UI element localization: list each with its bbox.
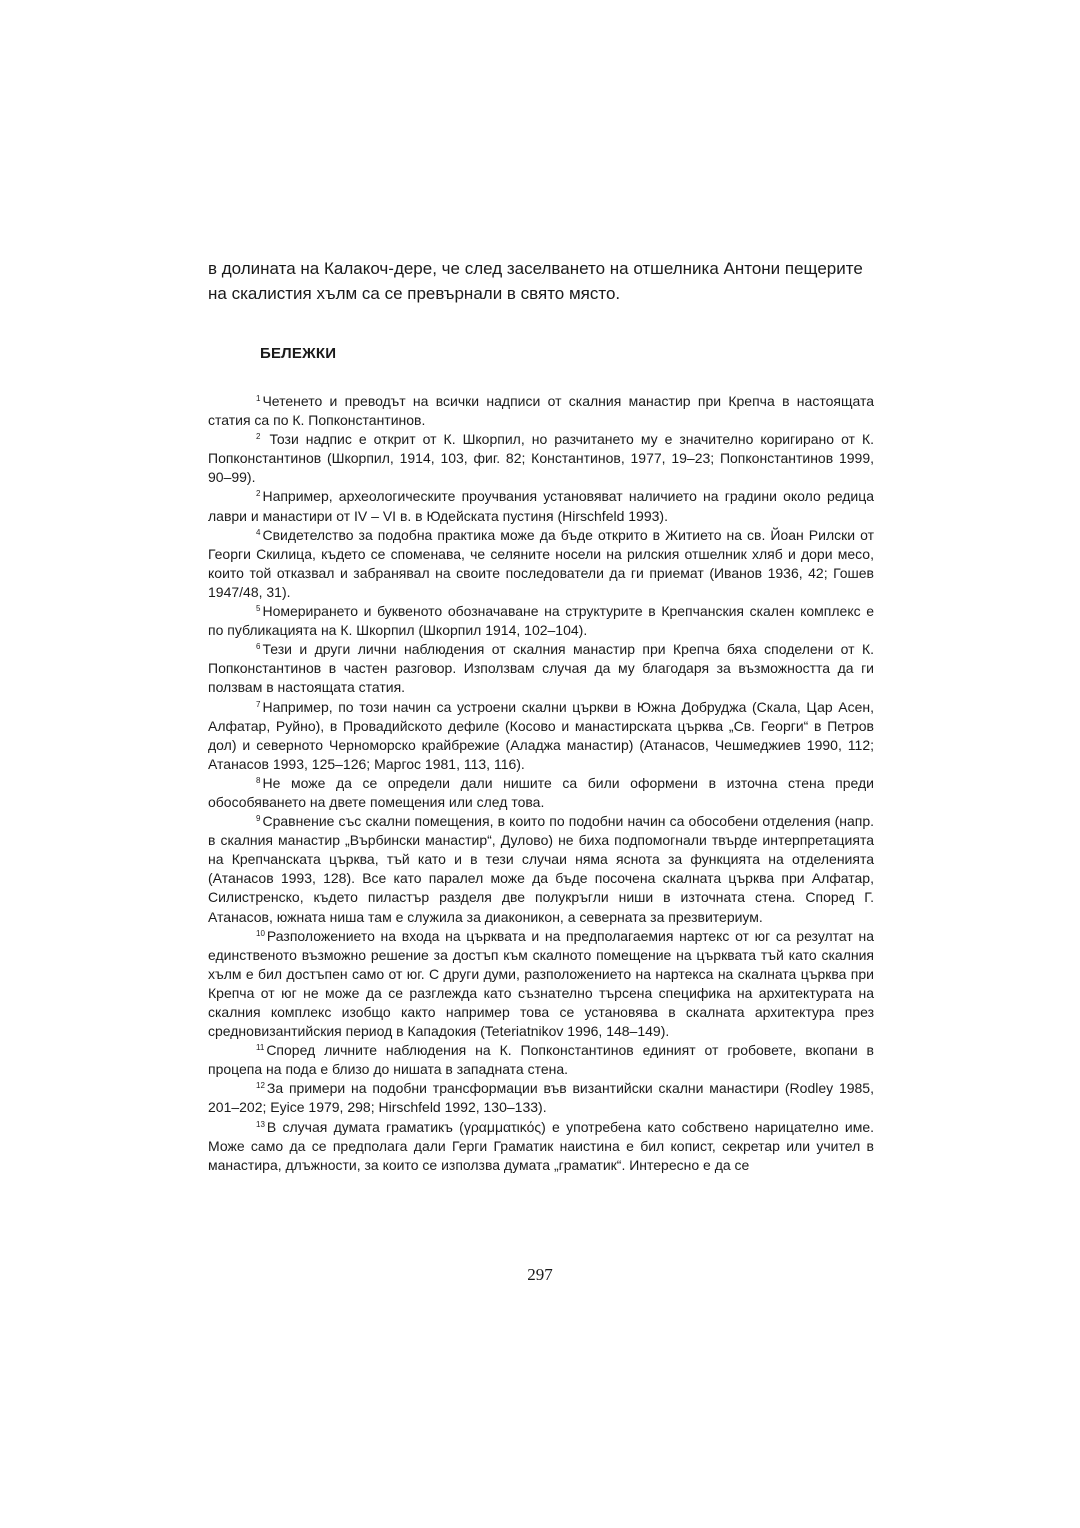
note-item [208, 812, 874, 927]
note-text: Този надпис е открит от К. Шкорпил, но разчитането му е значително коригирано от К. Попконстантинов (Шкорпил, 1914, 103, фиг. 82; Константинов, 1977, 19–23; Попконстантинов 1999, 90–99). [208, 431, 874, 486]
note-number: 13 [256, 1119, 265, 1129]
note-item [208, 526, 874, 602]
notes-heading: БЕЛЕЖКИ [260, 345, 337, 362]
note-text: Според личните наблюдения на К. Попконстантинов единият от гробовете, вкопани в процепа на пода е близо до нишата в западната стена. [208, 1042, 874, 1078]
note-text: Например, археологическите проучвания установяват наличието на градини около редица лаври и манастири от IV – VI в. в Юдейската пустиня (Hirschfeld 1993). [208, 488, 874, 524]
note-number: 2 [256, 489, 261, 499]
note-number: 9 [256, 814, 261, 824]
note-number: 1 [256, 394, 261, 403]
note-item [208, 774, 874, 812]
note-number: 11 [256, 1043, 265, 1053]
note-text: Сравнение със скални помещения, в които по подобни начин са обособени отделения (напр. в скалния манастир „Върбински манастир“, Дулово) не биха подпомогнали твърде интерпретацията на Крепчанската църква, тъй като и в тези случаи няма яснота за функцията на отделенията (Атанасов 1993, 128). Все като паралел може да бъде посочена скалната църква при Алфатар, Силистренско, където пиластър разделя две полукръгли ниши в източната стена. Според Г. Атанасов, южната ниша там е служила за диаконикон, а северната за презвитериум. [208, 813, 874, 925]
note-item [208, 602, 874, 640]
note-item [208, 1041, 874, 1079]
note-number: 8 [256, 775, 261, 785]
notes-list [208, 392, 874, 1175]
note-number: 7 [256, 699, 261, 709]
note-text: Номерирането и буквеното обозначаване на структурите в Крепчанския скален комплекс е по публикацията на К. Шкорпил (Шкорпил 1914, 102–104). [208, 603, 874, 639]
note-number: 2 [256, 432, 261, 442]
note-item [208, 487, 874, 525]
note-item [208, 430, 874, 487]
note-item [208, 392, 874, 430]
page-number: 297 [527, 1265, 553, 1284]
note-text: Тези и други лични наблюдения от скалния манастир при Крепча бяха споделени от К. Попконстантинов в частен разговор. Използвам случая да му благодаря за възможността да ги ползвам в настоящата статия. [208, 641, 874, 696]
body-paragraph-continuation: в долината на Калакоч-дере, че след заселването на отшелника Антони пещерите на скалистия хълм са се превърнали в свято място. [208, 259, 863, 303]
note-item [208, 640, 874, 697]
note-item [208, 698, 874, 774]
note-number: 6 [256, 642, 261, 652]
note-text: Четенето и преводът на всички надписи от скалния манастир при Крепча в настоящата статия са по К. Попконстантинов. [208, 393, 874, 429]
note-text: Разположението на входа на църквата и на предполагаемия нартекс от юг са резултат на единственото възможно решение за достъп към скалното помещение на църквата тъй като скалния хълм е бил достъпен само от юг. С други думи, разположението на нартекса на скалната църква при Крепча от юг не може да се разглежда като съзнателно търсена специфика на архитектурата на скалния комплекс изобщо както например това се установява в скалната архитектура през средновизантийския период в Кападокия (Teteriatnikov 1996, 148–149). [208, 927, 874, 1040]
note-item [208, 1118, 874, 1175]
note-number: 10 [256, 928, 265, 938]
note-number: 4 [256, 527, 261, 537]
note-number: 5 [256, 604, 261, 614]
note-item [208, 927, 874, 1042]
note-number: 12 [256, 1081, 265, 1091]
note-text: Не може да се определи дали нишите са били оформени в източна стена преди обособяването на двете помещения или след това. [208, 774, 874, 810]
note-text: За примери на подобни трансформации във византийски скални манастири (Rodley 1985, 201–202; Eyice 1979, 298; Hirschfeld 1992, 130–133). [208, 1080, 874, 1116]
note-item [208, 1079, 874, 1117]
note-text: В случая думата граматикъ (γραμματικός) е употребена като собствено нарицателно име. Може само да се предполага дали Герги Граматик наистина е бил копист, секретар или учител в манастира, длъжности, за които се използва думата „граматик“. Интересно е да се [208, 1118, 874, 1173]
note-text: Например, по този начин са устроени скални църкви в Южна Добруджа (Скала, Цар Асен, Алфатар, Руйно), в Провадийското дефиле (Косово и манастирската църква „Св. Георги“ в Петров дол) и северното Черноморско крайбрежие (Аладжа манастир) (Атанасов, Чешмеджиев 1990, 112; Атанасов 1993, 125–126; Маргос 1981, 113, 116). [208, 698, 874, 772]
note-text: Свидетелство за подобна практика може да бъде открито в Житието на св. Йоан Рилски от Георги Скилица, където се споменава, че селяните носели на рилския отшелник хляб и дори месо, които той отказвал и забранявал на своите последователи да ги приемат (Иванов 1936, 42; Гошев 1947/48, 31). [208, 526, 874, 600]
